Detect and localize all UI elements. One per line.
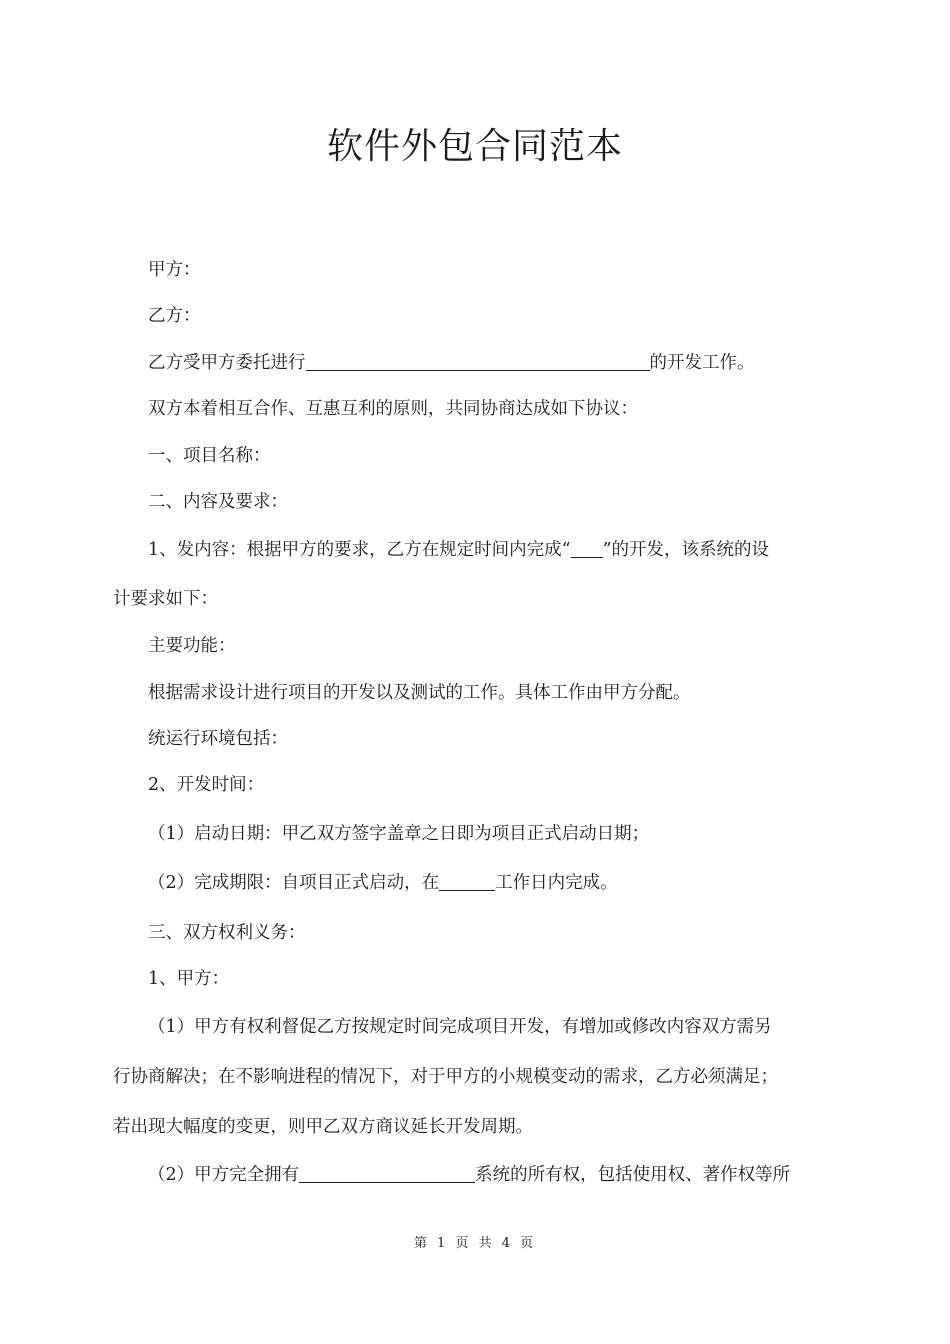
party-a-clause-2-line (148, 1166, 790, 1185)
item-1-text-pre: 1、发内容：根据甲方的要求，乙方在规定时间内完成“ (148, 540, 571, 560)
agreement-line: 双方本着相互合作、互惠互利的原则，共同协商达成如下协议： (148, 399, 638, 419)
party-a-heading: 1、甲方： (148, 969, 230, 989)
project-blank (306, 354, 650, 371)
page-footer: 第 1 页 共 4 页 (413, 1236, 537, 1251)
party-a-clause-1-line-2: 行协商解决；在不影响进程的情况下，对于甲方的小规模变动的需求，乙方必须满足； (113, 1067, 778, 1087)
workdays-blank (439, 874, 495, 891)
entrust-text-pre: 乙方受甲方委托进行 (148, 353, 306, 373)
item-1-continuation: 计要求如下： (113, 589, 218, 609)
deadline-line (148, 874, 618, 893)
party-b-line: 乙方： (148, 306, 201, 326)
party-a-clause-1-line-1: （1）甲方有权利督促乙方按规定时间完成项目开发，有增加或修改内容双方需另 (148, 1017, 772, 1037)
clause-2-text-pre: （2）甲方完全拥有 (148, 1165, 300, 1185)
party-a-line: 甲方： (148, 260, 201, 280)
item-1-text-post: ”的开发，该系统的设 (602, 540, 770, 560)
party-a-clause-1-line-3: 若出现大幅度的变更，则甲乙双方商议延长开发周期。 (113, 1117, 533, 1137)
item-2-heading: 2、开发时间： (148, 775, 265, 795)
document-title: 软件外包合同范本 (326, 126, 623, 167)
environment-line: 统运行环境包括： (148, 729, 288, 749)
deadline-text-post: 工作日内完成。 (495, 873, 618, 893)
section-3-heading: 三、双方权利义务： (148, 923, 306, 943)
deadline-text-pre: （2）完成期限：自项目正式启动，在 (148, 873, 440, 893)
start-date-line: （1）启动日期：甲乙双方签字盖章之日即为项目正式启动日期； (148, 824, 650, 844)
ownership-system-blank (299, 1166, 475, 1183)
entrust-text-post: 的开发工作。 (649, 353, 755, 373)
system-name-blank (571, 541, 603, 558)
clause-2-text-post: 系统的所有权，包括使用权、著作权等所 (475, 1165, 791, 1185)
item-1-line (148, 541, 769, 560)
section-1-heading: 一、项目名称： (148, 446, 271, 466)
main-function-heading: 主要功能： (148, 636, 236, 656)
section-2-heading: 二、内容及要求： (148, 492, 288, 512)
function-description: 根据需求设计进行项目的开发以及测试的工作。具体工作由甲方分配。 (148, 683, 691, 703)
entrust-line (148, 354, 755, 373)
